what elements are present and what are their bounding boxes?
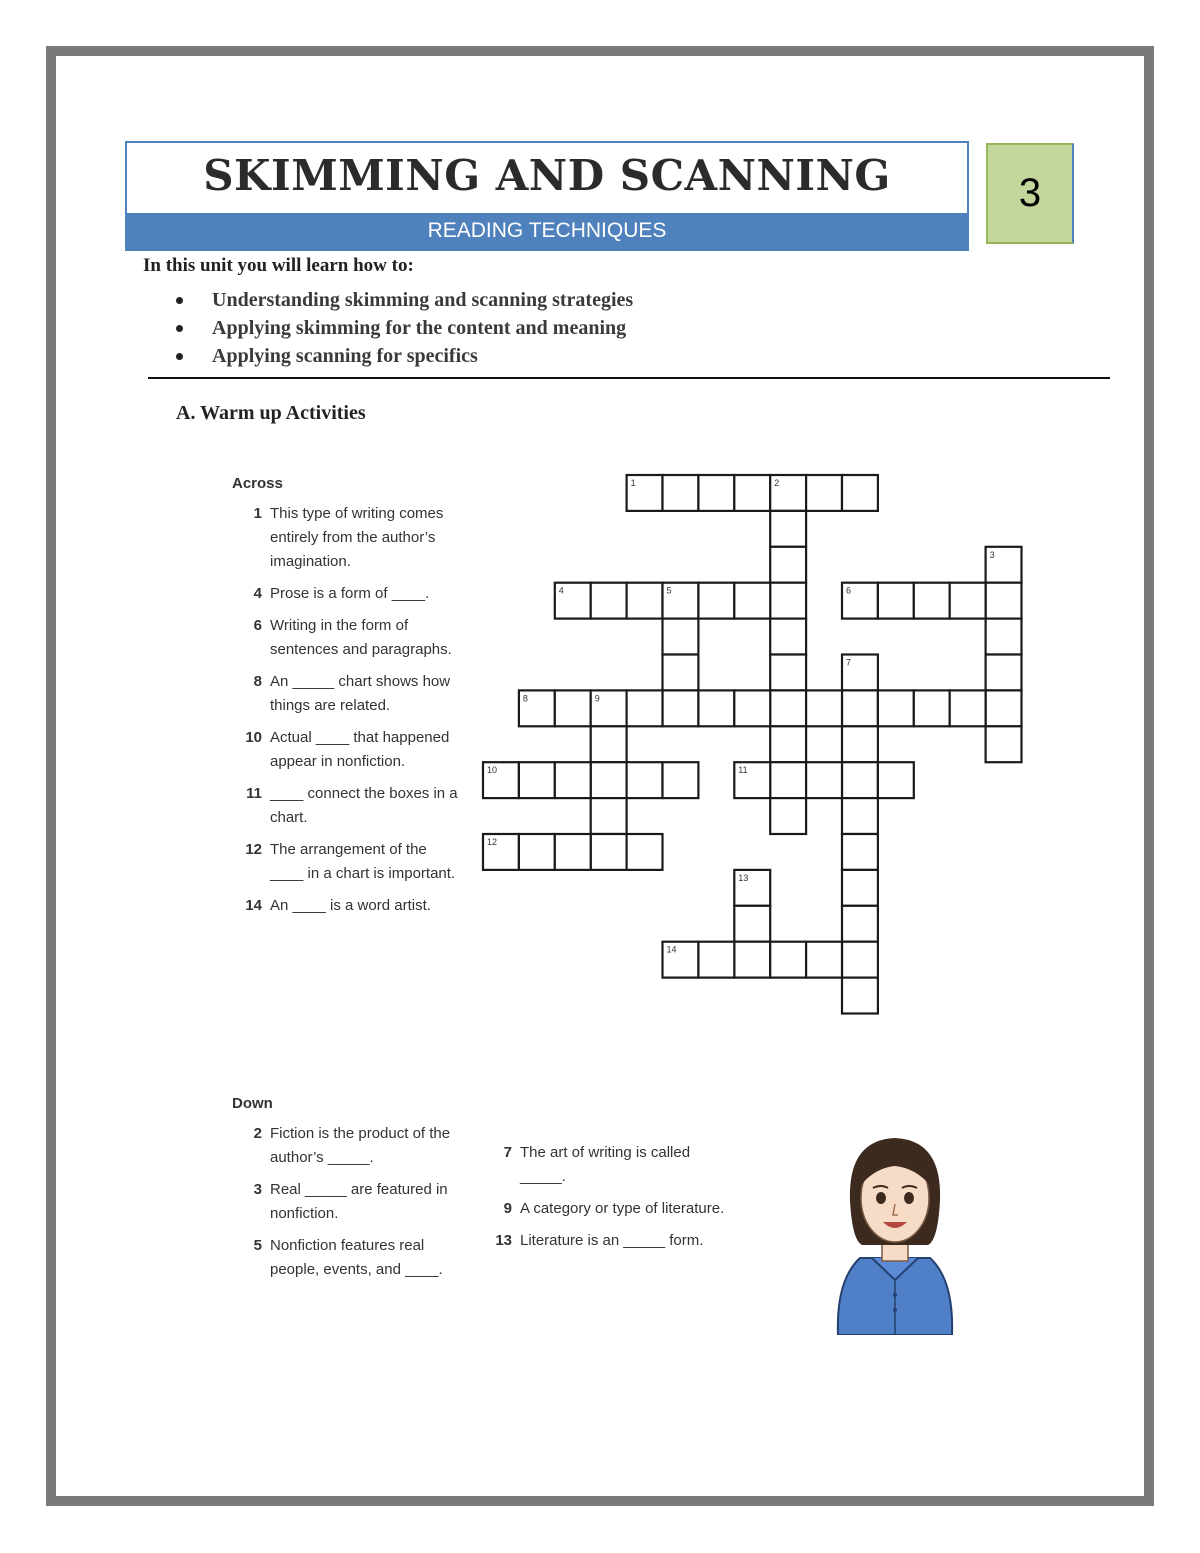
crossword-cell[interactable] [734,690,770,726]
cell-number: 14 [666,944,677,955]
crossword-cell[interactable] [842,690,878,726]
cell-number: 7 [846,657,852,668]
cell-number: 3 [989,549,995,560]
crossword-cell[interactable] [734,942,770,978]
down-heading: Down [232,1095,273,1112]
crossword-cell[interactable] [986,619,1022,655]
crossword-cell[interactable] [878,762,914,798]
crossword-cell[interactable] [663,475,699,511]
clue-item: 10 Actual ____ that happened appear in nonfiction. [245,729,450,770]
crossword-cell[interactable] [663,762,699,798]
teacher-avatar [820,1130,970,1335]
crossword-cell[interactable] [842,762,878,798]
crossword-cell[interactable] [842,834,878,870]
objective-item: Understanding skimming and scanning strategies [176,287,633,315]
crossword-cell[interactable] [986,726,1022,762]
crossword-cell[interactable] [519,762,555,798]
crossword-cell[interactable] [591,798,627,834]
clue-item: 3 Real _____ are featured in nonfiction. [253,1181,448,1222]
crossword-cell[interactable] [986,655,1022,691]
crossword-cell[interactable] [591,583,627,619]
crossword-cell[interactable] [950,583,986,619]
cell-number: 6 [846,585,852,596]
crossword-cell[interactable] [770,942,806,978]
clue-item: 5 Nonfiction features real people, events, and ____. [253,1237,443,1278]
crossword-cell[interactable] [698,690,734,726]
crossword-cell[interactable] [591,762,627,798]
crossword-cell[interactable] [842,942,878,978]
crossword-cell[interactable] [663,690,699,726]
cell-number: 5 [666,585,672,596]
crossword-cell[interactable] [770,547,806,583]
clue-item: 1 This type of writing comes entirely from the author’s imagination. [253,505,444,570]
cell-number: 8 [522,693,528,704]
crossword-cell[interactable] [842,475,878,511]
crossword-cell[interactable] [663,619,699,655]
cell-number: 13 [738,872,749,883]
crossword-cell[interactable] [698,475,734,511]
crossword-cell[interactable] [878,690,914,726]
crossword-cell[interactable] [770,798,806,834]
crossword-cell[interactable] [591,834,627,870]
crossword-cell[interactable] [842,978,878,1014]
crossword-cell[interactable] [734,906,770,942]
clue-item: 6 Writing in the form of sentences and paragraphs. [253,617,452,658]
cell-number: 12 [487,837,498,847]
clue-item: 14 An ____ is a word artist. [245,897,431,914]
across-heading: Across [232,475,283,492]
cell-number: 1 [630,478,636,488]
objective-item: Applying skimming for the content and meaning [176,315,633,343]
clue-item: 8 An _____ chart shows how things are related. [253,673,451,714]
crossword-cell[interactable] [770,726,806,762]
cell-number: 11 [738,765,748,776]
crossword-cell[interactable] [627,690,663,726]
avatar-drawing [838,1138,952,1335]
crossword-cell[interactable] [806,942,842,978]
crossword-cell[interactable] [986,690,1022,726]
crossword-cell[interactable] [555,762,591,798]
crossword-cell[interactable] [914,690,950,726]
clue-item: 7 The art of writing is called _____. [503,1144,691,1185]
crossword-cell[interactable] [519,834,555,870]
crossword-cell[interactable] [627,762,663,798]
crossword-cell[interactable] [555,690,591,726]
crossword-cell[interactable] [806,475,842,511]
subtitle-band: READING TECHNIQUES [127,213,967,249]
crossword-cell[interactable] [627,834,663,870]
clue-item: 11 ____ connect the boxes in a chart. [246,785,458,826]
crossword-cell[interactable] [842,906,878,942]
crossword-cell[interactable] [806,690,842,726]
clue-item: 12 The arrangement of the ____ in a chart is important. [245,841,456,882]
crossword-cell[interactable] [770,511,806,547]
page-title: SKIMMING AND SCANNING [203,151,891,200]
clue-item: 2 Fiction is the product of the author’s _____. [253,1125,451,1166]
section-heading: A. Warm up Activities [176,402,366,424]
cell-number: 10 [487,765,498,776]
clue-item: 4 Prose is a form of ____. [253,585,430,602]
crossword-cell[interactable] [734,475,770,511]
cell-number: 9 [594,693,600,704]
unit-number-badge: 3 [986,143,1074,244]
crossword-cell[interactable] [698,583,734,619]
crossword-cell[interactable] [555,834,591,870]
crossword-cell[interactable] [698,942,734,978]
crossword-cell[interactable] [878,583,914,619]
clue-item: 9 A category or type of literature. [503,1200,725,1217]
crossword-cell[interactable] [842,726,878,762]
crossword-cell[interactable] [842,870,878,906]
crossword-cell[interactable] [770,655,806,691]
crossword-cell[interactable] [806,762,842,798]
crossword-cell[interactable] [770,690,806,726]
crossword-cell[interactable] [591,726,627,762]
crossword-cell[interactable] [842,798,878,834]
crossword-cell[interactable] [770,762,806,798]
objective-item: Applying scanning for specifics [176,343,633,371]
crossword-cell[interactable] [770,619,806,655]
cell-number: 4 [558,585,564,596]
crossword-cell[interactable] [734,583,770,619]
crossword-cell[interactable] [986,583,1022,619]
cell-number: 2 [774,478,780,488]
crossword-cell[interactable] [663,655,699,691]
clue-item: 13 Literature is an _____ form. [495,1232,704,1249]
intro-lead: In this unit you will learn how to: [143,255,414,276]
crossword-cell[interactable] [770,583,806,619]
crossword-cell[interactable] [950,690,986,726]
crossword-cell[interactable] [627,583,663,619]
crossword-cell[interactable] [914,583,950,619]
